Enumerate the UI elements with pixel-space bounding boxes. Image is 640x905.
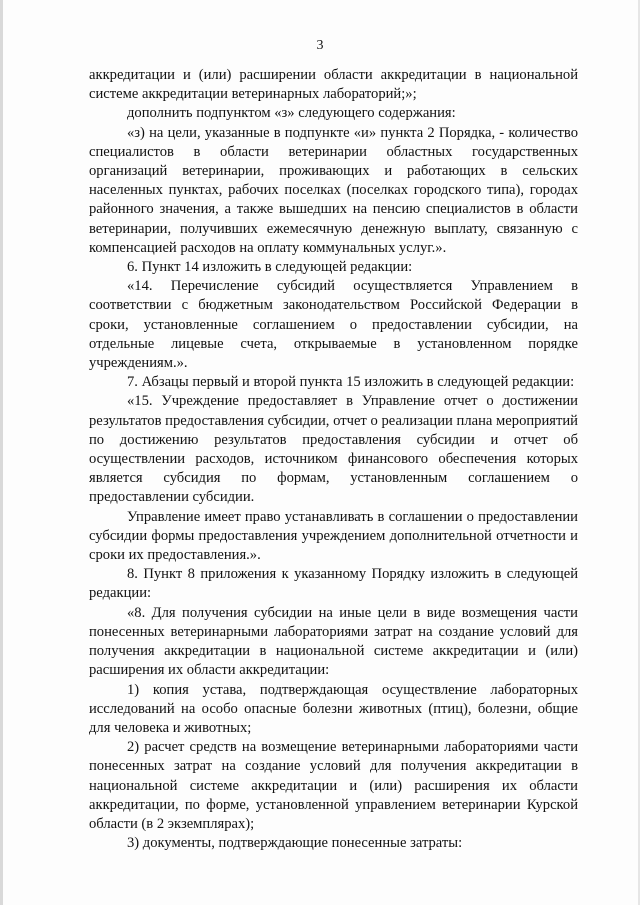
paragraph-13: 3) документы, подтверждающие понесенные затраты:	[127, 835, 463, 852]
paragraph-12: 2) расчет средств на возмещение ветеринарными лабораториями части понесенных затрат на создание условий для получения аккредитации в национальной системе аккредитации и (или) расширения их области аккредитации, по форме, установленной управлением ветеринарии Курской области (в 2 экземплярах);	[89, 739, 578, 832]
scan-edge-left	[0, 0, 3, 905]
paragraph-7: «15. Учреждение предоставляет в Управление отчет о достижении результатов предоставления субсидии, отчет о реализации плана мероприятий по достижению результатов предоставления субсидии и отчет об осуществлении расходов, источником финансового обеспечения которых является субсидия по формам, установленным соглашением о предоставлении субсидии.	[89, 393, 578, 506]
paragraph-6: 7. Абзацы первый и второй пункта 15 изложить в следующей редакции:	[127, 374, 575, 391]
paragraph-1: аккредитации и (или) расширении области аккредитации в национальной системе аккредитации ветеринарных лабораторий;»;	[89, 67, 578, 103]
paragraph-11: 1) копия устава, подтверждающая осуществление лабораторных исследований на особо опасные болезни животных (птиц), болезни, общие для человека и животных;	[89, 681, 578, 736]
paragraph-4: 6. Пункт 14 изложить в следующей редакции:	[127, 259, 413, 276]
paragraph-10: «8. Для получения субсидии на иные цели в виде возмещения части понесенных ветеринарными лабораториями затрат на создание условий для получения аккредитации в национальной системе аккредитации и (или) расширения их области аккредитации:	[89, 604, 578, 679]
paragraph-8: Управление имеет право устанавливать в соглашении о предоставлении субсидии формы предоставления учреждением дополнительной отчетности и сроки их предоставления.».	[89, 508, 578, 564]
paragraph-5: «14. Перечисление субсидий осуществляется Управлением в соответствии с бюджетным законодательством Российской Федерации в сроки, установленные соглашением о предоставлении субсидии, на отдельные лицевые счета, открываемые в установленном порядке учреждениям.».	[89, 278, 578, 372]
paragraph-2: дополнить подпунктом «з» следующего содержания:	[127, 105, 456, 122]
paragraph-3: «з) на цели, указанные в подпункте «и» пункта 2 Порядка, - количество специалистов в области ветеринарии областных государственных организаций ветеринарии, проживающих и работающих в сельских населенных пунктах, рабочих поселках (поселках городского типа), городах районного значения, а также вышедших на пенсию специалистов в области ветеринарии, получивших ежемесячную денежную выплату, связанную с компенсацией расходов на оплату коммунальных услуг.».	[89, 124, 578, 256]
page-number: 3	[316, 38, 324, 53]
body-text	[89, 66, 578, 853]
paragraph-9: 8. Пункт 8 приложения к указанному Порядку изложить в следующей редакции:	[89, 566, 578, 602]
